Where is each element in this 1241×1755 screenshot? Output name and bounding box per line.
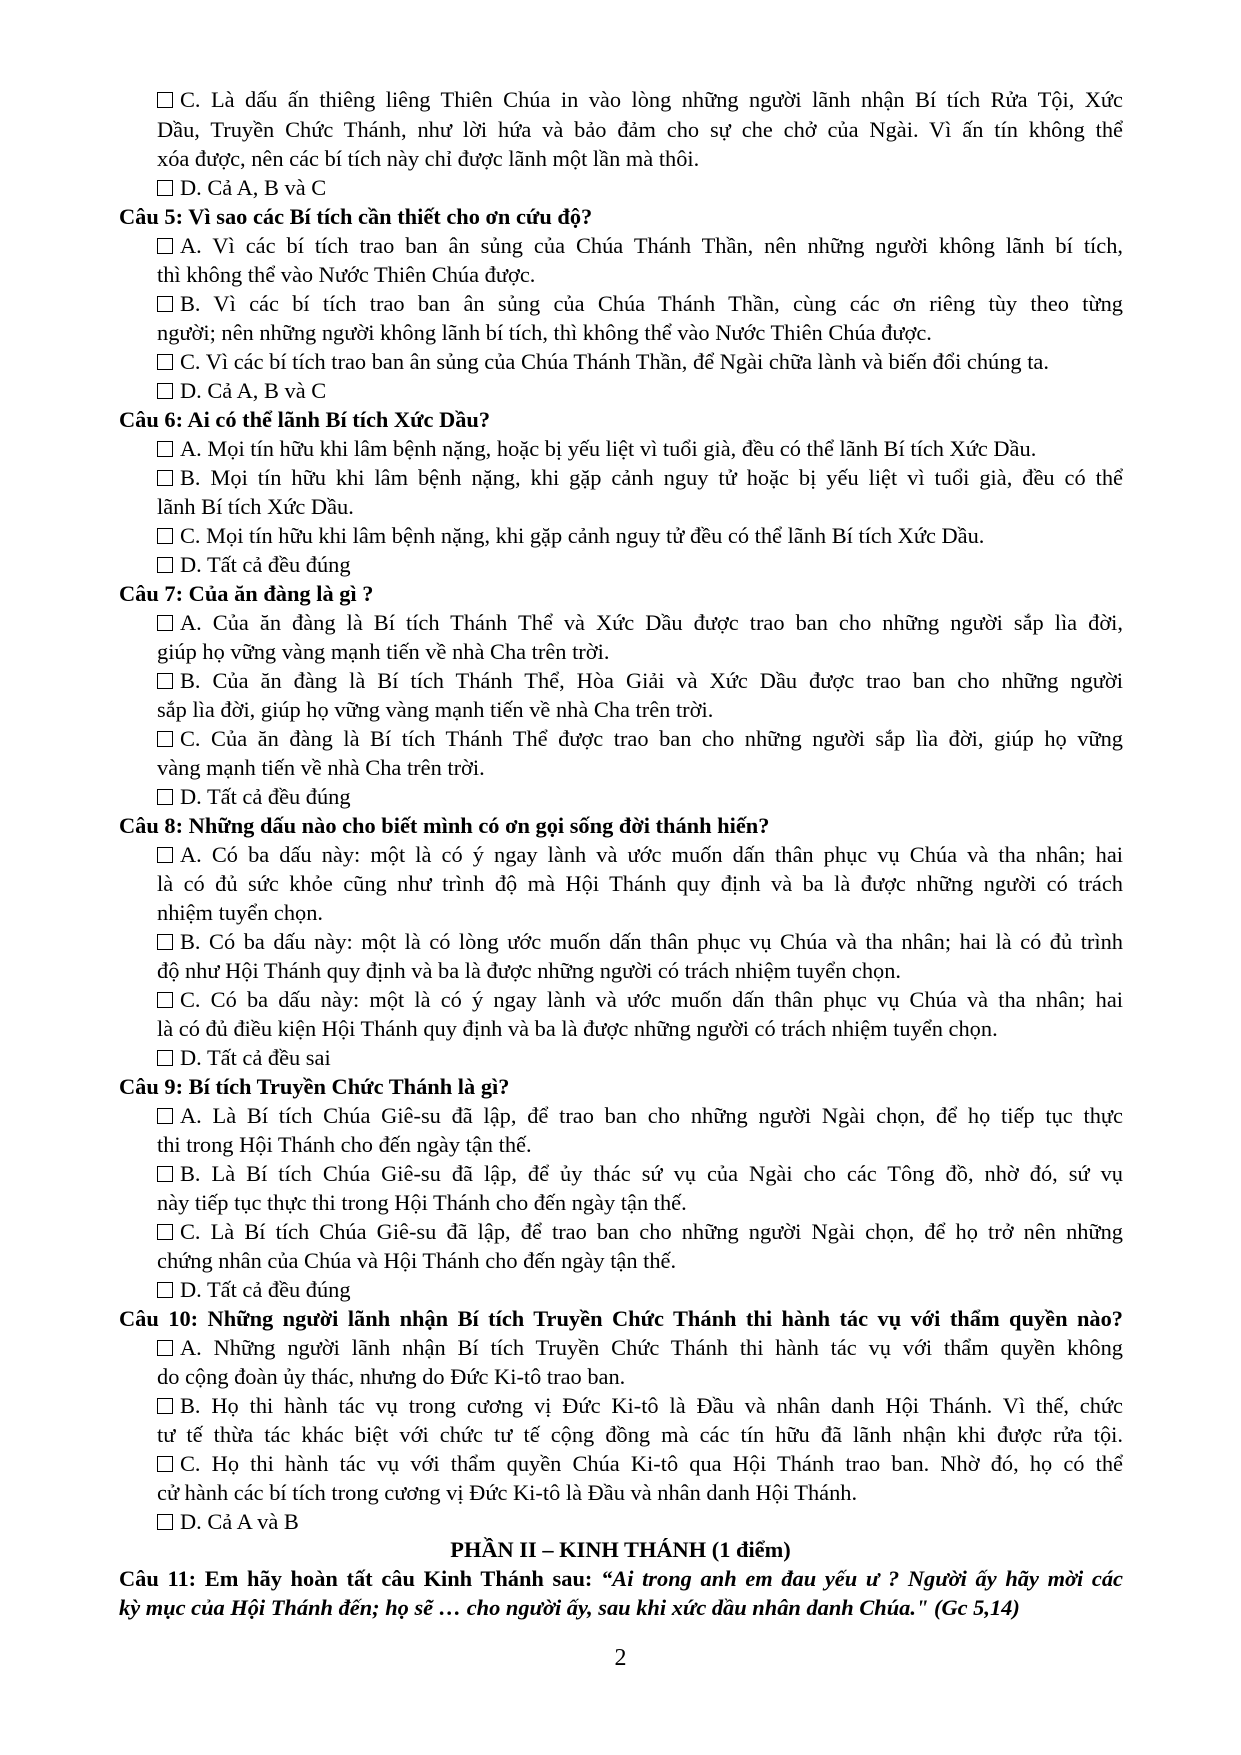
line-text: thì không thể vào Nước Thiên Chúa được. [157,262,536,287]
line-text: A. Là Bí tích Chúa Giê-su đã lập, để trao ban cho những người Ngài chọn, để họ tiếp tục thực [180,1103,1123,1128]
answer-option [157,464,1123,493]
answer-option [157,551,351,580]
answer-option [157,377,326,406]
checkbox-icon[interactable] [157,383,173,399]
checkbox-icon[interactable] [157,354,173,370]
answer-option [157,1334,1123,1363]
answer-option-continuation [157,1247,676,1276]
line-text: C. Có ba dấu này: một là có ý ngay lành và ước muốn dấn thân phục vụ Chúa và tha nhân; hai [180,987,1123,1012]
answer-option [157,1392,1123,1421]
answer-option [157,841,1123,870]
answer-option [157,928,1123,957]
answer-option-continuation [157,261,535,290]
line-text: D. Cả A và B [180,1509,299,1534]
checkbox-icon[interactable] [157,1514,173,1530]
line-text: C. Mọi tín hữu khi lâm bệnh nặng, khi gặp cảnh nguy tử đều có thể lãnh Bí tích Xức Dầu. [180,523,985,548]
checkbox-icon[interactable] [157,992,173,1008]
answer-option-continuation [157,1363,625,1392]
question-heading [119,1305,1123,1334]
line-text: xóa được, nên các bí tích này chỉ được lãnh một lần mà thôi. [157,146,700,171]
question-11-prefix: Câu 11: Em hãy hoàn tất câu Kinh Thánh sau: [119,1566,602,1591]
page-number: 2 [614,1645,627,1671]
answer-option [157,725,1123,754]
answer-option [157,232,1123,261]
answer-option-continuation [157,493,354,522]
line-text: A. Có ba dấu này: một là có ý ngay lành và ước muốn dấn thân phục vụ Chúa và tha nhân; hai [180,842,1123,867]
line-text: A. Của ăn đàng là Bí tích Thánh Thể và Xức Dầu được trao ban cho những người sắp lìa đời, [180,610,1123,635]
answer-option [157,290,1123,319]
line-text: vàng mạnh tiến về nhà Cha trên trời. [157,755,485,780]
line-text: lãnh Bí tích Xức Dầu. [157,494,354,519]
answer-option [157,1044,331,1073]
line-text: B. Họ thi hành tác vụ trong cương vị Đức Ki-tô là Đầu và nhân danh Hội Thánh. Vì thế, chức [180,1393,1123,1418]
answer-option [157,986,1123,1015]
line-text: độ như Hội Thánh quy định và ba là được những người có trách nhiệm tuyển chọn. [157,958,902,983]
line-text: C. Của ăn đàng là Bí tích Thánh Thể được trao ban cho những người sắp lìa đời, giúp họ vững [180,726,1123,751]
answer-option-continuation [157,870,1123,899]
answer-option-continuation [157,1131,532,1160]
checkbox-icon[interactable] [157,934,173,950]
answer-option-continuation [157,319,932,348]
checkbox-icon[interactable] [157,1340,173,1356]
checkbox-icon[interactable] [157,1166,173,1182]
line-text: là có đủ điều kiện Hội Thánh quy định và ba là được những người có trách nhiệm tuyển chọn. [157,1016,998,1041]
line-text: B. Mọi tín hữu khi lâm bệnh nặng, khi gặp cảnh nguy tử hoặc bị yếu liệt vì tuổi già, đều có thể [180,465,1123,490]
answer-option [157,1102,1123,1131]
answer-option [157,783,351,812]
answer-option-continuation [157,754,485,783]
line-text: D. Cả A, B và C [180,378,327,403]
checkbox-icon[interactable] [157,528,173,544]
answer-option-continuation [157,145,699,174]
line-text: A. Mọi tín hữu khi lâm bệnh nặng, hoặc bị yếu liệt vì tuổi già, đều có thể lãnh Bí tích Xức Dầu. [180,436,1037,461]
question-heading [119,203,592,232]
checkbox-icon[interactable] [157,1108,173,1124]
checkbox-icon[interactable] [157,847,173,863]
answer-option [157,1508,299,1537]
answer-option-continuation [157,899,323,928]
answer-option [157,174,326,203]
question-heading [119,812,769,841]
answer-option [157,667,1123,696]
checkbox-icon[interactable] [157,789,173,805]
line-text: sắp lìa đời, giúp họ vững vàng mạnh tiến về nhà Cha trên trời. [157,697,714,722]
answer-option-continuation [157,638,609,667]
checkbox-icon[interactable] [157,1398,173,1414]
question-heading [119,406,490,435]
line-text: Dầu, Truyền Chức Thánh, như lời hứa và bảo đảm cho sự che chở của Ngài. Vì ấn tín không thể [157,117,1123,142]
answer-option [157,522,984,551]
line-text: tư tế thừa tác khác biệt với chức tư tế cộng đồng mà các tín hữu đã lãnh nhận khi được rửa tội. [157,1422,1123,1447]
checkbox-icon[interactable] [157,1224,173,1240]
question-heading [119,1073,509,1102]
line-text: D. Tất cả đều sai [180,1045,331,1070]
checkbox-icon[interactable] [157,1282,173,1298]
line-text: Câu 6: Ai có thể lãnh Bí tích Xức Dầu? [119,407,491,432]
line-text: B. Vì các bí tích trao ban ân sủng của Chúa Thánh Thần, cùng các ơn riêng tùy theo từng [180,291,1123,316]
answer-option [157,435,1036,464]
line-text: D. Cả A, B và C [180,175,327,200]
line-text: A. Những người lãnh nhận Bí tích Truyền Chức Thánh thi hành tác vụ với thẩm quyền không [180,1335,1123,1360]
line-text: cử hành các bí tích trong cương vị Đức Ki-tô là Đầu và nhân danh Hội Thánh. [157,1480,858,1505]
checkbox-icon[interactable] [157,441,173,457]
line-text: B. Có ba dấu này: một là có lòng ước muốn dấn thân phục vụ Chúa và tha nhân; hai là có đủ trình [180,929,1123,954]
line-text: này tiếp tục thực thi trong Hội Thánh cho đến ngày tận thế. [157,1190,687,1215]
checkbox-icon[interactable] [157,1050,173,1066]
checkbox-icon[interactable] [157,673,173,689]
checkbox-icon[interactable] [157,470,173,486]
answer-option-continuation [157,1189,687,1218]
question-heading [119,580,373,609]
line-text: A. Vì các bí tích trao ban ân sủng của Chúa Thánh Thần, nên những người không lãnh bí tích, [180,233,1123,258]
line-text: B. Của ăn đàng là Bí tích Thánh Thể, Hòa Giải và Xức Dầu được trao ban cho những người [180,668,1123,693]
line-text: Câu 10: Những người lãnh nhận Bí tích Truyền Chức Thánh thi hành tác vụ với thẩm quyền nào? [119,1306,1123,1331]
answer-option-continuation [157,957,901,986]
question-11-line-1 [119,1565,1123,1594]
checkbox-icon[interactable] [157,1456,173,1472]
section-title: PHẦN II – KINH THÁNH (1 điểm) [450,1537,791,1562]
checkbox-icon[interactable] [157,180,173,196]
answer-option [157,1218,1123,1247]
line-text: chứng nhân của Chúa và Hội Thánh cho đến ngày tận thế. [157,1248,677,1273]
line-text: thi trong Hội Thánh cho đến ngày tận thế. [157,1132,532,1157]
answer-option-continuation [157,1479,857,1508]
line-text: Câu 9: Bí tích Truyền Chức Thánh là gì? [119,1074,510,1099]
checkbox-icon[interactable] [157,615,173,631]
answer-option [157,348,1049,377]
line-text: B. Là Bí tích Chúa Giê-su đã lập, để ủy thác sứ vụ của Ngài cho các Tông đồ, nhờ đó, sứ vụ [180,1161,1123,1186]
answer-option [157,1160,1123,1189]
answer-option [157,609,1123,638]
line-text: là có đủ sức khỏe cũng như trình độ mà Hội Thánh quy định và ba là được những người có trách [157,871,1123,896]
checkbox-icon[interactable] [157,92,173,108]
checkbox-icon[interactable] [157,238,173,254]
checkbox-icon[interactable] [157,731,173,747]
line-text: C. Là dấu ấn thiêng liêng Thiên Chúa in vào lòng những người lãnh nhận Bí tích Rửa Tội, Xức [180,87,1123,112]
line-text: C. Họ thi hành tác vụ với thẩm quyền Chúa Ki-tô qua Hội Thánh trao ban. Nhờ đó, họ có thể [180,1451,1123,1476]
checkbox-icon[interactable] [157,557,173,573]
answer-option-continuation [157,696,713,725]
line-text: do cộng đoàn ủy thác, nhưng do Đức Ki-tô trao ban. [157,1364,626,1389]
answer-option [157,1450,1123,1479]
question-11-quote-part-1: “Ai trong anh em đau yếu ư ? Người ấy hãy mời các [601,1566,1123,1591]
line-text: giúp họ vững vàng mạnh tiến về nhà Cha trên trời. [157,639,610,664]
line-text: Câu 8: Những dấu nào cho biết mình có ơn gọi sống đời thánh hiến? [119,813,770,838]
answer-option-continuation [157,1015,998,1044]
line-text: Câu 5: Vì sao các Bí tích cần thiết cho ơn cứu độ? [119,204,593,229]
line-text: Câu 7: Của ăn đàng là gì ? [119,581,374,606]
line-text: D. Tất cả đều đúng [180,1277,351,1302]
line-text: C. Vì các bí tích trao ban ân sủng của Chúa Thánh Thần, để Ngài chữa lành và biến đổi chúng ta. [180,349,1049,374]
answer-option [157,86,1123,115]
line-text: D. Tất cả đều đúng [180,784,351,809]
checkbox-icon[interactable] [157,296,173,312]
answer-option-continuation [157,116,1123,145]
line-text: người; nên những người không lãnh bí tích, thì không thể vào Nước Thiên Chúa được. [157,320,932,345]
answer-option [157,1276,351,1305]
line-text: C. Là Bí tích Chúa Giê-su đã lập, để trao ban cho những người Ngài chọn, để họ trở nên những [180,1219,1123,1244]
question-11-quote-part-2: kỳ mục của Hội Thánh đến; họ sẽ … cho người ấy, sau khi xức dầu nhân danh Chúa." (Gc 5,14) [119,1595,1020,1620]
line-text: D. Tất cả đều đúng [180,552,351,577]
line-text: nhiệm tuyển chọn. [157,900,324,925]
answer-option-continuation [157,1421,1123,1450]
